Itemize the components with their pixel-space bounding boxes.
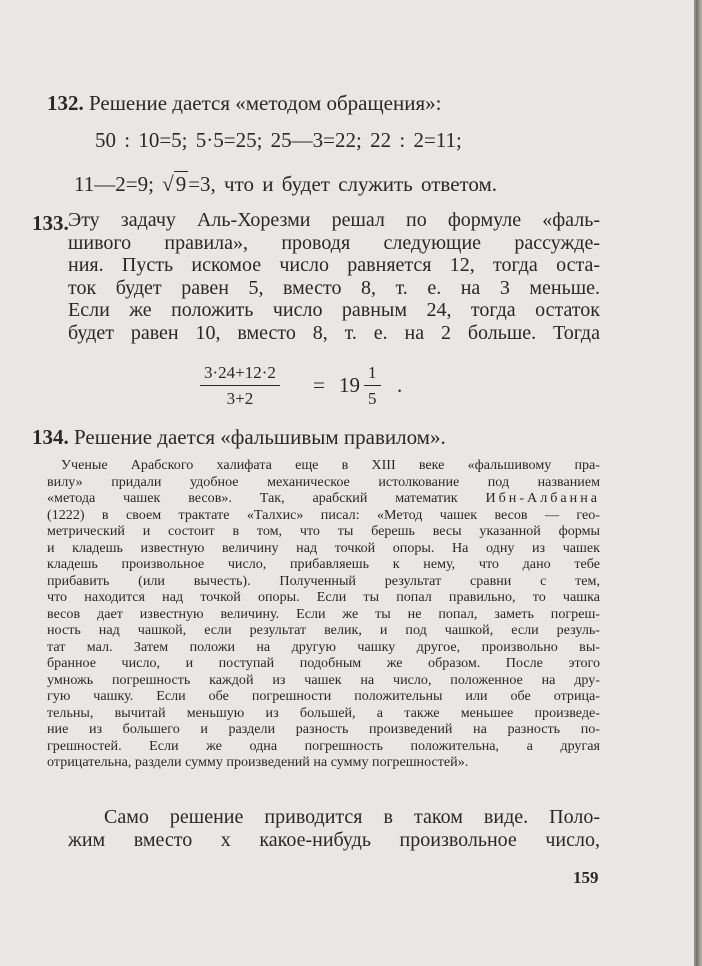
text-line: умножь погрешность каждой из чашек на число, положенное на дру- bbox=[47, 671, 600, 688]
text-line: Если же положить число равным 24, тогда остаток bbox=[68, 299, 600, 322]
equation-line-2 bbox=[74, 172, 497, 197]
page-number: 159 bbox=[573, 868, 599, 887]
text-line: метрический и состоит в том, что ты берешь весы указанной формы bbox=[47, 523, 600, 539]
equation-part: =3, что и будет служить ответом. bbox=[188, 172, 498, 196]
text-line bbox=[47, 490, 600, 507]
sqrt-symbol: √ bbox=[162, 172, 174, 196]
text-line: бранное число, и поступай подобным же образом. После этого bbox=[47, 655, 600, 671]
text-line: вилу» придали удобное механическое истолкование под названием bbox=[47, 473, 600, 490]
problem-heading-text: Решение дается «фальшивым правилом». bbox=[74, 425, 446, 449]
text-line: тельны, вычитай меньшую из большей, а также меньшее произведе- bbox=[47, 704, 600, 721]
text-line: весов дает известную величину. Если же ты не попал, заметь погреш- bbox=[47, 605, 600, 622]
formula-whole: 19 bbox=[339, 373, 360, 397]
problem-number: 134. bbox=[32, 425, 69, 449]
text-line: ние из большего и раздели разность произведений на разность по- bbox=[47, 721, 600, 737]
equation-line-1: 50 : 10=5; 5·5=25; 25—3=22; 22 : 2=11; bbox=[95, 128, 462, 152]
text-line: ток будет равен 5, вместо 8, т. е. на 3 меньше. bbox=[68, 276, 600, 299]
problem-132-heading bbox=[47, 91, 441, 116]
text-line: отрицательна, раздели сумму произведений на сумму погрешностей». bbox=[47, 754, 469, 770]
problem-number: 132. bbox=[47, 91, 84, 115]
text-line: Эту задачу Аль-Хорезми решал по формуле «фаль- bbox=[68, 209, 600, 231]
historical-note bbox=[47, 457, 600, 771]
text-line: грешностей. Если же одна погрешность положительна, а другая bbox=[47, 737, 600, 754]
formula-equals: = bbox=[313, 373, 325, 397]
closing-paragraph bbox=[68, 806, 600, 851]
formula-period: . bbox=[397, 373, 403, 397]
text-line: и кладешь известную величину над точкой опоры. На одну из чашек bbox=[47, 539, 600, 556]
book-spine bbox=[696, 0, 702, 966]
fraction-main bbox=[200, 363, 280, 409]
text-line: гую чашку. Если обе погрешности положительны или обе отрица- bbox=[47, 688, 600, 704]
text-line: ния. Пусть искомое число равняется 12, тогда оста- bbox=[68, 254, 600, 277]
equation-part: 11—2=9; bbox=[74, 172, 154, 196]
author-name: Ибн-Албанна bbox=[485, 490, 600, 506]
text-line: шивого правила», проводя следующие рассужде- bbox=[68, 231, 600, 254]
problem-number: 133. bbox=[32, 211, 69, 235]
text-line: ность над чашкой, если результат велик, и под чашкой, если резуль- bbox=[47, 622, 600, 638]
fraction-denominator: 3+2 bbox=[226, 389, 254, 408]
text-part: «метода чашек весов». Так, арабский математик bbox=[47, 490, 458, 506]
text-line: жим вместо x какое-нибудь произвольное число, bbox=[68, 828, 600, 851]
problem-heading-text: Решение дается «методом обращения»: bbox=[89, 91, 442, 115]
sqrt-radicand: 9 bbox=[175, 172, 187, 196]
fraction-mixed bbox=[364, 363, 381, 409]
text-line: (1222) в своем трактате «Талхис» писал: «Метод чашек весов — гео- bbox=[47, 506, 600, 523]
text-line: прибавить (или вычесть). Полученный результат сравни с тем, bbox=[47, 572, 600, 589]
square-root bbox=[162, 172, 188, 197]
text-line: кладешь произвольное число, прибавляешь к нему, что дано тебе bbox=[47, 556, 600, 572]
text-line: Ученые Арабского халифата еще в XIII веке «фальшивому пра- bbox=[61, 457, 600, 473]
problem-133-text bbox=[68, 209, 600, 345]
fraction-denominator: 5 bbox=[368, 389, 377, 408]
text-line: что находится над точкой опоры. Если ты попал правильно, то чашка bbox=[47, 589, 600, 605]
text-line: тат мал. Затем положи на другую чашку другое, произвольно вы- bbox=[47, 638, 600, 655]
problem-134-heading bbox=[32, 425, 446, 450]
fraction-numerator: 1 bbox=[364, 363, 381, 386]
fraction-numerator: 3·24+12·2 bbox=[200, 363, 280, 386]
text-line: будет равен 10, вместо 8, т. е. на 2 больше. Тогда bbox=[68, 321, 600, 344]
text-line: Само решение приводится в таком виде. Поло- bbox=[104, 806, 600, 828]
